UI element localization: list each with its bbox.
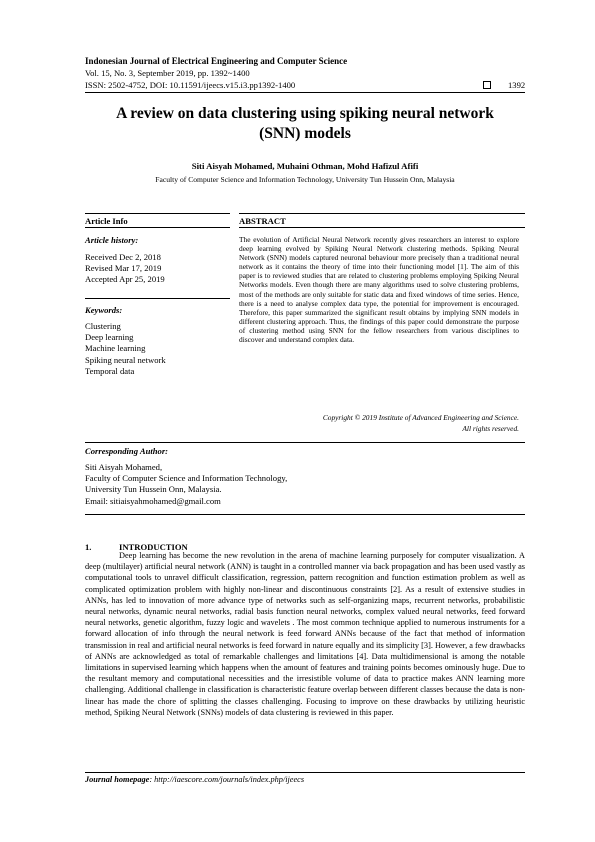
keyword: Temporal data: [85, 365, 135, 376]
section-number: 1.: [85, 542, 92, 552]
paper-title: [85, 104, 525, 144]
header-divider: [85, 92, 525, 93]
corresponding-heading: Corresponding Author:: [85, 446, 169, 456]
corresponding-university: University Tun Hussein Onn, Malaysia.: [85, 484, 222, 495]
keywords-heading: Keywords:: [85, 305, 123, 315]
history-divider: [85, 298, 230, 299]
corresponding-name: Siti Aisyah Mohamed,: [85, 462, 163, 472]
copyright-line-2: All rights reserved.: [462, 424, 519, 433]
affiliation: Faculty of Computer Science and Information Technology, University Tun Hussein Onn, Malaysia: [155, 175, 455, 184]
authors: Siti Aisyah Mohamed, Muhaini Othman, Mohd Hafizul Afifi: [191, 161, 419, 171]
section-title: INTRODUCTION: [119, 542, 188, 552]
copyright-line-1: Copyright © 2019 Institute of Advanced Engineering and Science.: [322, 413, 519, 422]
journal-issn-doi: ISSN: 2502-4752, DOI: 10.11591/ijeecs.v15.i3.pp1392-1400: [85, 80, 296, 90]
history-received: Received Dec 2, 2018: [85, 252, 161, 262]
history-revised: Revised Mar 17, 2019: [85, 263, 162, 274]
journal-homepage: [85, 775, 304, 784]
article-info-heading-rule: [85, 227, 230, 228]
abstract-heading: ABSTRACT: [239, 216, 286, 226]
article-info-heading: Article Info: [85, 216, 128, 226]
corresponding-top-rule: [85, 442, 525, 443]
article-info-top-rule: [85, 213, 230, 214]
page-number: 1392: [508, 80, 526, 90]
square-icon: [483, 81, 491, 89]
keyword: Clustering: [85, 321, 121, 331]
article-history-list: [85, 252, 165, 286]
keyword: Machine learning: [85, 343, 146, 354]
paper-title-line-1: A review on data clustering using spiking neural network: [116, 105, 494, 122]
journal-homepage-label: Journal homepage: [85, 775, 150, 784]
journal-name: Indonesian Journal of Electrical Engineering and Computer Science: [85, 56, 348, 66]
keyword: Spiking neural network: [85, 354, 166, 365]
corresponding-faculty: Faculty of Computer Science and Information Technology,: [85, 473, 288, 484]
keywords-list: [85, 321, 166, 377]
paper-title-line-2: (SNN) models: [259, 125, 351, 142]
article-history-heading: Article history:: [85, 235, 139, 245]
abstract-heading-rule: [239, 227, 525, 228]
journal-homepage-link[interactable]: : http://iaescore.com/journals/index.php/ijeecs: [149, 775, 305, 784]
journal-volume: Vol. 15, No. 3, September 2019, pp. 1392~1400: [85, 68, 250, 78]
corresponding-email: Email: sitiaisyahmohamed@gmail.com: [85, 495, 221, 506]
history-accepted: Accepted Apr 25, 2019: [85, 274, 165, 285]
corresponding-details: [85, 462, 287, 507]
footer-divider: [85, 772, 525, 773]
corresponding-bottom-rule: [85, 514, 525, 515]
abstract-text: The evolution of Artificial Neural Network recently gives researchers an interest to explore deep learning evolved by Spiking Neural Network clustering methods. Spiking Neural Network (SNN) models captured neuronal behaviour more precisely than a traditional neural network as it contains the theory of time into their functioning model [1]. The aim of this paper is to reviewed studies that are related to clustering problems employing Spiking Neural Networks models. Even though there are many algorithms used to solve clustering problems, most of the methods are only suitable for static data and fixed windows of time series. Hence, there is a need to analyse complex data type, the potential for improvement is encouraged. Therefore, this paper summarized the significant result obtains by implying SNN models in different clustering approach. Thus, the findings of this paper could demonstrate the purpose of clustering method using SNN for the fellow researchers from various disciplines to discover and understand complex data.: [239, 235, 519, 345]
introduction-body: Deep learning has become the new revolution in the arena of machine learning purposely for computer visualization. A deep (multilayer) artificial neural network (ANN) is taught in a controlled manner via back propagation and has been used vastly as computational tools to unravel difficult classification, regression, pattern recognition and function estimation problem as well as complicated optimization problem with highly non-linear and discontinuous constraints [2]. As a result of extensive studies in ANNs, has led to innovation of more advance type of networks such as self-organizing maps, recurrent networks, probabilistic neural networks, dynamic neural networks, radial basis function neural networks, complex valued neural networks, feed forward neural networks, genetic algorithm, fuzzy logic and wavelets . The most common technique applied to numerous instruments for a forward allocation of info through the neural network is feed forward ANNs because of the fact that method of information transmission in real and artificial neural networks is feed forward in nature equally and its simplicity [3]. However, a few drawbacks of ANNs are acknowledged as total of remarkable challenges and limitations [4]. Data multidimensional is among the notable limitations in supervised learning which happens when the amount of features and training points becomes ominously huge. Due to the resultant memory and computational necessities and the irresistible volume of data to practice makes ANN learning more challenging. Additional challenge in classification is characteristic feature overlap between different classes because the data is non-linear has made the chore of splitting the classes challenging. Focusing to improve on these drawbacks by utilizing heuristic method, Spiking Neural Network (SNNs) models of data clustering is reviewed in this paper.: [85, 551, 525, 717]
keyword: Deep learning: [85, 332, 134, 343]
copyright-notice: [239, 412, 519, 434]
abstract-top-rule: [239, 213, 525, 214]
